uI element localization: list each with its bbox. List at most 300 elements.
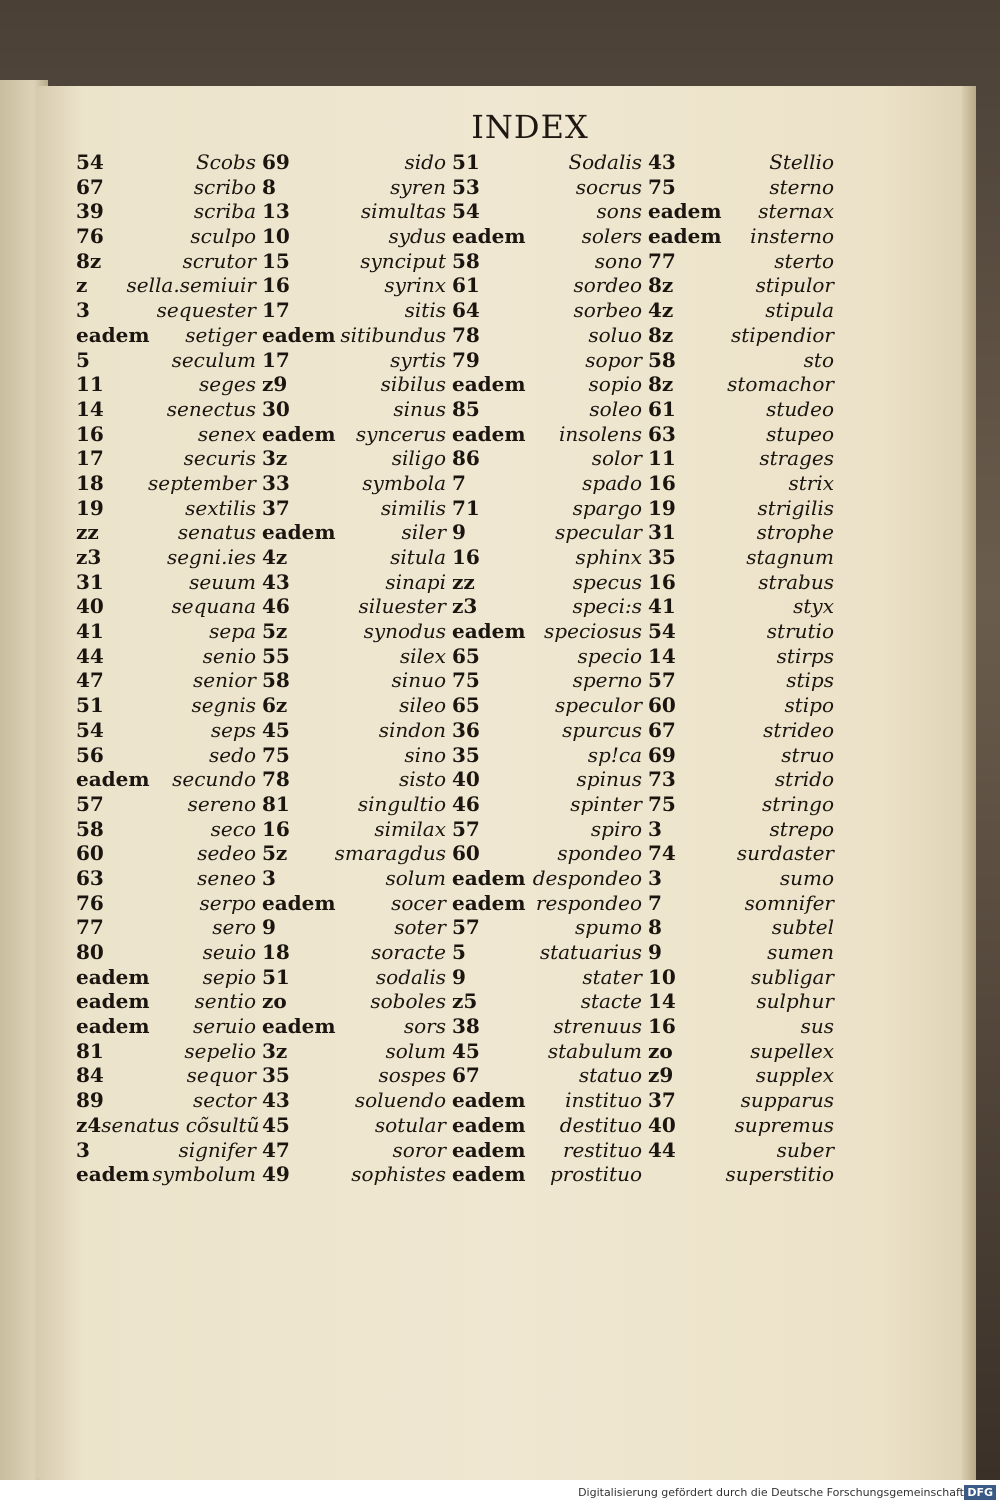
page-number: eadem: [452, 1088, 526, 1113]
index-entry: [452, 496, 642, 521]
index-entry: [76, 1088, 256, 1113]
index-entry: [76, 1162, 256, 1187]
page-number: eadem: [648, 199, 722, 224]
index-word: symbola: [362, 470, 446, 495]
page-number: 51: [452, 150, 480, 174]
index-word: signifer: [178, 1137, 256, 1162]
page-number: 43: [262, 569, 290, 594]
index-word: september: [148, 470, 256, 495]
page-number: 58: [262, 668, 290, 693]
index-word: stacte: [580, 989, 642, 1014]
page-number: 39: [76, 199, 104, 224]
index-word: stringo: [762, 791, 834, 816]
page-number: eadem: [262, 421, 336, 446]
index-word: despondeo: [532, 865, 642, 890]
index-entry: [452, 915, 642, 940]
page-number: 58: [452, 248, 480, 273]
page-number: zo: [262, 989, 287, 1014]
index-word: sculpo: [190, 224, 256, 249]
index-word: spiro: [590, 816, 642, 841]
index-word: strenuus: [553, 1014, 642, 1039]
page-number: 75: [648, 174, 676, 199]
footer-bar: [0, 1480, 1000, 1507]
index-word: seruio: [193, 1014, 256, 1039]
index-word: sedo: [209, 742, 256, 767]
index-entry: [648, 668, 834, 693]
index-entry: [648, 545, 834, 570]
index-entry: [76, 866, 256, 891]
index-entry: [648, 619, 834, 644]
index-entry: [262, 817, 446, 842]
index-entry: [648, 767, 834, 792]
index-entry: [452, 1063, 642, 1088]
index-word: stater: [582, 964, 642, 989]
page-number: 8: [262, 174, 276, 199]
index-entry: [452, 841, 642, 866]
index-word: stagnum: [746, 545, 834, 569]
index-word: sp!ca: [587, 742, 642, 767]
index-entry: [76, 1138, 256, 1163]
index-entry: [452, 1014, 642, 1039]
index-word: surdaster: [736, 841, 834, 866]
index-entry: [262, 1039, 446, 1064]
index-word: sero: [212, 915, 256, 940]
index-entry: [452, 471, 642, 496]
index-word: senatus: [177, 520, 256, 545]
index-entry: [262, 718, 446, 743]
index-word: siler: [401, 520, 446, 545]
index-entry: [262, 422, 446, 447]
page-number: 3: [76, 1137, 90, 1162]
index-entry: [452, 644, 642, 669]
index-entry: [648, 817, 834, 842]
index-word: seps: [210, 717, 256, 742]
index-entry: [648, 792, 834, 817]
index-word: strideo: [763, 717, 834, 742]
page-number: 71: [452, 495, 480, 520]
index-word: destituo: [559, 1112, 642, 1137]
index-word: sitibundus: [340, 322, 446, 347]
page-number: 3z: [262, 1038, 288, 1063]
index-entry: [452, 446, 642, 471]
page-number: 5: [452, 940, 466, 964]
index-word: simultas: [360, 199, 446, 224]
index-entry: [262, 1063, 446, 1088]
page-number: 37: [262, 495, 290, 520]
page-number: 41: [76, 619, 104, 644]
index-word: senex: [197, 421, 256, 446]
index-entry: [452, 718, 642, 743]
page-number: 54: [76, 717, 104, 742]
page-number: 8z: [76, 248, 102, 273]
index-entry: [76, 915, 256, 940]
index-entry: [648, 841, 834, 866]
page-number: 16: [76, 421, 104, 446]
page-number: 35: [262, 1063, 290, 1088]
page-number: z5: [452, 989, 478, 1014]
index-entry: [648, 397, 834, 422]
page-number: eadem: [452, 1137, 526, 1162]
index-entry: [452, 199, 642, 224]
index-entry: [452, 594, 642, 619]
page-number: z9: [648, 1063, 674, 1088]
index-word: stirps: [776, 643, 834, 668]
index-word: specus: [572, 569, 642, 594]
index-word: soror: [392, 1137, 446, 1162]
page-number: 79: [452, 347, 480, 372]
index-entry: [648, 1063, 834, 1088]
index-word: similis: [380, 495, 446, 520]
index-word: sisto: [398, 767, 446, 792]
index-word: serpo: [199, 890, 256, 915]
page-number: 9: [648, 940, 662, 964]
index-entry: [648, 989, 834, 1014]
index-entry: [648, 224, 834, 249]
index-entry: [452, 965, 642, 990]
page-number: zo: [648, 1038, 673, 1063]
index-word: stomachor: [727, 372, 834, 397]
page-number: 76: [76, 890, 104, 915]
index-entry: [76, 224, 256, 249]
index-entry: [76, 1063, 256, 1088]
index-entry: [76, 965, 256, 990]
index-word: strix: [788, 470, 834, 495]
index-word: sospes: [378, 1063, 446, 1088]
index-entry: [76, 1014, 256, 1039]
index-word: spinter: [570, 791, 642, 816]
page-number: 54: [648, 619, 676, 644]
page-number: 13: [262, 199, 290, 224]
index-entry: [262, 323, 446, 348]
index-word: supremus: [734, 1112, 834, 1137]
index-entry: [648, 199, 834, 224]
index-word: sibilus: [380, 372, 446, 397]
index-word: sors: [403, 1014, 446, 1039]
index-word: sydus: [388, 224, 446, 249]
index-entry: [76, 743, 256, 768]
page-number: 78: [452, 322, 480, 347]
page-number: 43: [262, 1088, 290, 1113]
index-word: specio: [577, 643, 642, 668]
index-word: prostituo: [549, 1162, 642, 1187]
index-entry: [452, 150, 642, 175]
index-entry: [452, 1138, 642, 1163]
page-number: 38: [452, 1014, 480, 1039]
index-column-3: [452, 150, 642, 1187]
page-number: 40: [76, 594, 104, 619]
index-word: sido: [404, 150, 446, 174]
index-entry: [262, 891, 446, 916]
page-number: 5: [76, 347, 90, 372]
index-entry: [452, 767, 642, 792]
index-word: speci:s: [572, 594, 642, 619]
page-number: 3: [648, 865, 662, 890]
index-word: sulphur: [756, 989, 834, 1014]
index-word: senectus: [166, 396, 256, 421]
page-number: 9: [452, 964, 466, 989]
page-number: eadem: [76, 1014, 150, 1039]
index-entry: [452, 348, 642, 373]
index-entry: [262, 989, 446, 1014]
index-word: strido: [774, 767, 834, 792]
page-number: 51: [262, 964, 290, 989]
page-number: 3: [262, 865, 276, 890]
page-number: 77: [76, 915, 104, 940]
page-number: 63: [76, 865, 104, 890]
page-number: 57: [648, 668, 676, 693]
index-word: sector: [193, 1088, 256, 1113]
index-entry: [452, 175, 642, 200]
index-entry: [76, 718, 256, 743]
index-word: spinus: [576, 767, 642, 792]
index-word: statuo: [578, 1063, 642, 1088]
index-entry: [648, 520, 834, 545]
index-entry: [76, 767, 256, 792]
index-word: symbolum: [152, 1162, 256, 1187]
index-entry: [76, 323, 256, 348]
page-number: eadem: [76, 767, 150, 792]
index-entry: [452, 323, 642, 348]
index-word: securis: [183, 446, 256, 471]
index-entry: [76, 175, 256, 200]
index-word: struo: [781, 742, 834, 767]
index-word: siligo: [391, 446, 446, 471]
index-entry: [76, 273, 256, 298]
index-entry: [452, 397, 642, 422]
index-entry: [262, 965, 446, 990]
page-number: z9: [262, 372, 288, 397]
index-word: siluester: [358, 594, 446, 619]
index-word: sotular: [374, 1112, 446, 1137]
index-entry: [76, 249, 256, 274]
page-number: zz: [452, 569, 475, 594]
index-word: setiger: [185, 322, 256, 347]
index-word: supparus: [740, 1088, 834, 1113]
index-word: sons: [596, 199, 642, 224]
index-word: sequor: [186, 1063, 256, 1088]
page-number: eadem: [452, 1162, 526, 1187]
index-word: sopio: [588, 372, 642, 397]
index-entry: [76, 792, 256, 817]
index-word: sella.semiuir: [126, 273, 256, 298]
page-number: eadem: [76, 1162, 150, 1187]
index-word: seuio: [202, 940, 256, 964]
index-word: sinus: [393, 396, 446, 421]
index-word: sileo: [399, 693, 446, 718]
page-number: 3z: [262, 446, 288, 471]
page-number: 19: [76, 495, 104, 520]
index-word: syncerus: [355, 421, 446, 446]
page-number: 69: [648, 742, 676, 767]
index-entry: [262, 273, 446, 298]
index-entry: [262, 866, 446, 891]
page-number: 11: [76, 372, 104, 397]
index-word: superstitio: [725, 1162, 834, 1187]
index-word: sumen: [767, 940, 834, 964]
index-word: sepelio: [184, 1038, 256, 1063]
page-number: 44: [76, 643, 104, 668]
index-entry: [452, 1162, 642, 1187]
page-number: 7: [648, 890, 662, 915]
index-entry: [648, 323, 834, 348]
index-word: strigilis: [757, 495, 834, 520]
index-word: strages: [759, 446, 834, 471]
index-word: solor: [591, 446, 642, 471]
index-word: socrus: [575, 174, 642, 199]
page-number: 10: [648, 964, 676, 989]
page-number: 16: [648, 569, 676, 594]
index-word: sinuo: [391, 668, 446, 693]
index-word: suber: [776, 1137, 834, 1162]
page-number: 60: [648, 693, 676, 718]
index-entry: [76, 644, 256, 669]
page-number: 54: [452, 199, 480, 224]
page-number: 74: [648, 841, 676, 866]
page-number: 61: [648, 396, 676, 421]
index-word: sophistes: [351, 1162, 446, 1187]
index-word: solers: [581, 224, 642, 249]
index-word: scribo: [193, 174, 256, 199]
page-number: 75: [648, 791, 676, 816]
index-word: sodalis: [375, 964, 446, 989]
page-number: 3: [76, 298, 90, 323]
index-word: sinapi: [385, 569, 446, 594]
index-word: speculor: [555, 693, 642, 718]
page-number: 47: [76, 668, 104, 693]
page-number: 6z: [262, 693, 288, 718]
index-entry: [262, 1014, 446, 1039]
page-number: 81: [76, 1038, 104, 1063]
page-number: 81: [262, 791, 290, 816]
index-entry: [452, 422, 642, 447]
page-number: z: [76, 273, 88, 298]
page-number: 31: [76, 569, 104, 594]
index-entry: [452, 940, 642, 965]
page-number: 46: [262, 594, 290, 619]
index-entry: [452, 693, 642, 718]
index-entry: [262, 175, 446, 200]
page-number: 19: [648, 495, 676, 520]
index-entry: [452, 866, 642, 891]
page-number: 46: [452, 791, 480, 816]
index-word: syren: [390, 174, 446, 199]
index-word: solum: [385, 1038, 446, 1063]
page-number: 55: [262, 643, 290, 668]
index-entry: [76, 496, 256, 521]
page-number: 4z: [262, 545, 288, 569]
index-word: sumo: [779, 865, 834, 890]
index-entry: [262, 594, 446, 619]
index-entry: [648, 348, 834, 373]
index-word: strepo: [769, 816, 834, 841]
index-entry: [452, 668, 642, 693]
page-number: 7: [452, 470, 466, 495]
page-number: 67: [452, 1063, 480, 1088]
page-edge: [962, 86, 976, 1480]
index-word: sextilis: [185, 495, 256, 520]
page-number: 53: [452, 174, 480, 199]
page-number: 16: [262, 816, 290, 841]
page-number: 65: [452, 643, 480, 668]
index-word: subligar: [750, 964, 834, 989]
page-number: zz: [76, 520, 99, 545]
index-entry: [452, 619, 642, 644]
index-word: socer: [391, 890, 446, 915]
page-number: 17: [262, 347, 290, 372]
index-entry: [262, 224, 446, 249]
index-word: sterno: [769, 174, 834, 199]
index-entry: [262, 496, 446, 521]
index-entry: [452, 298, 642, 323]
page-number: eadem: [452, 619, 526, 644]
index-word: similax: [374, 816, 446, 841]
page-number: 54: [76, 150, 104, 174]
index-word: insolens: [559, 421, 642, 446]
page-number: eadem: [452, 421, 526, 446]
index-entry: [76, 841, 256, 866]
index-entry: [76, 471, 256, 496]
page-number: 14: [648, 989, 676, 1014]
index-word: sphinx: [575, 545, 642, 569]
page-number: 63: [648, 421, 676, 446]
page-number: 57: [76, 791, 104, 816]
index-word: restituo: [562, 1137, 642, 1162]
index-word: sindon: [378, 717, 446, 742]
index-word: solum: [385, 865, 446, 890]
index-word: somnifer: [744, 890, 834, 915]
index-entry: [452, 989, 642, 1014]
index-word: scrutor: [182, 248, 256, 273]
index-word: sequester: [156, 298, 256, 323]
index-word: stipo: [784, 693, 834, 718]
index-entry: [452, 1039, 642, 1064]
page-number: 51: [76, 693, 104, 718]
index-column-2: [262, 150, 446, 1187]
index-word: sepio: [202, 964, 256, 989]
index-word: sequana: [171, 594, 256, 619]
dfg-logo: DFG: [964, 1485, 996, 1500]
page-number: 43: [648, 150, 676, 174]
index-word: stipula: [765, 298, 834, 323]
index-word: senior: [193, 668, 256, 693]
page-number: 8: [648, 915, 662, 940]
page-number: 31: [648, 520, 676, 545]
page-number: 40: [452, 767, 480, 792]
index-word: seco: [210, 816, 256, 841]
page-number: 67: [648, 717, 676, 742]
index-entry: [452, 1113, 642, 1138]
index-entry: [452, 817, 642, 842]
index-word: smaragdus: [334, 841, 446, 866]
page-number: 65: [452, 693, 480, 718]
index-word: syrinx: [384, 273, 446, 298]
index-entry: [648, 471, 834, 496]
index-word: sopor: [585, 347, 642, 372]
index-word: sentio: [194, 989, 256, 1014]
page-number: 77: [648, 248, 676, 273]
page-number: 18: [262, 940, 290, 964]
index-word: sternax: [758, 199, 834, 224]
index-entry: [262, 446, 446, 471]
page-number: eadem: [76, 989, 150, 1014]
index-entry: [76, 1039, 256, 1064]
page-number: z3: [452, 594, 478, 619]
page-number: 10: [262, 224, 290, 249]
index-entry: [452, 224, 642, 249]
index-word: sperno: [572, 668, 642, 693]
index-word: spondeo: [557, 841, 642, 866]
page-number: 80: [76, 940, 104, 964]
